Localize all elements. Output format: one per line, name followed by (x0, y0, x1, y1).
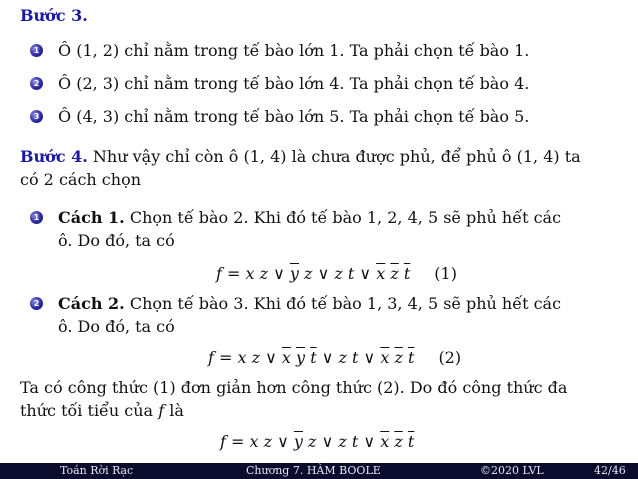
option1-line2: ô. Do đó, ta có (58, 231, 175, 250)
footer-bar (0, 463, 638, 479)
bullet-3-icon: 3 (30, 110, 43, 123)
option2-text: Chọn tế bào 3. Khi đó tế bào 1, 3, 4, 5 sẽ phủ hết các (124, 294, 562, 313)
footer-course: Toán Rời Rạc (60, 464, 134, 477)
conclusion-suffix: là (164, 401, 184, 420)
step3-item-3: Ô (4, 3) chỉ nằm trong tế bào lớn 5. Ta phải chọn tế bào 5. (58, 107, 530, 126)
step3-item-1: Ô (1, 2) chỉ nằm trong tế bào lớn 1. Ta phải chọn tế bào 1. (58, 41, 530, 60)
step3-heading: Bước 3. (20, 6, 88, 25)
option2-title: Cách 2. (58, 294, 125, 313)
option2-line1 (58, 294, 561, 314)
footer-copyright: ©2020 LVL (480, 464, 544, 477)
conclusion-line2 (20, 401, 184, 421)
conclusion-line1: Ta có công thức (1) đơn giản hơn công thức (2). Do đó công thức đa (20, 378, 568, 397)
step4-intro-line1: Như vậy chỉ còn ô (1, 4) là chưa được phủ, để phủ ô (1, 4) ta (87, 147, 581, 166)
conclusion-prefix: thức tối tiểu của (20, 401, 159, 420)
option1-title: Cách 1. (58, 208, 125, 227)
footer-chapter: Chương 7. HÀM BOOLE (246, 464, 381, 477)
option2-line2: ô. Do đó, ta có (58, 317, 175, 336)
formula-2: f = x z ∨ $\overline{x}$ $\overline{y}$ $\overline{t}$ ∨ z t ∨ $\overline{x}$ $\overline{z}$ $\overline{t}$ (2) (208, 348, 462, 367)
step4-heading: Bước 4. (20, 147, 88, 166)
bullet-option2-icon: 2 (30, 297, 43, 310)
step4-intro-line2: có 2 cách chọn (20, 170, 141, 189)
bullet-option1-icon: 1 (30, 211, 43, 224)
formula-2-tag: (2) (438, 348, 462, 367)
option1-text: Chọn tế bào 2. Khi đó tế bào 1, 2, 4, 5 sẽ phủ hết các (124, 208, 562, 227)
footer-page-number: 42/46 (594, 464, 626, 477)
step4-intro (20, 147, 581, 167)
formula-1-tag: (1) (434, 264, 457, 283)
bullet-2-icon: 2 (30, 77, 43, 90)
formula-1: f = x z ∨ $\overline{y}$ z ∨ z t ∨ $\overline{x}$ $\overline{z}$ $\overline{t}$ (1) (216, 264, 457, 283)
formula-final: f = x z ∨ $\overline{y}$ z ∨ z t ∨ $\overline{x}$ $\overline{z}$ $\overline{t}$ (220, 432, 415, 451)
bullet-1-icon: 1 (30, 44, 43, 57)
option1-line1 (58, 208, 561, 228)
step3-item-2: Ô (2, 3) chỉ nằm trong tế bào lớn 4. Ta phải chọn tế bào 4. (58, 74, 530, 93)
conclusion-var: f (158, 401, 165, 420)
